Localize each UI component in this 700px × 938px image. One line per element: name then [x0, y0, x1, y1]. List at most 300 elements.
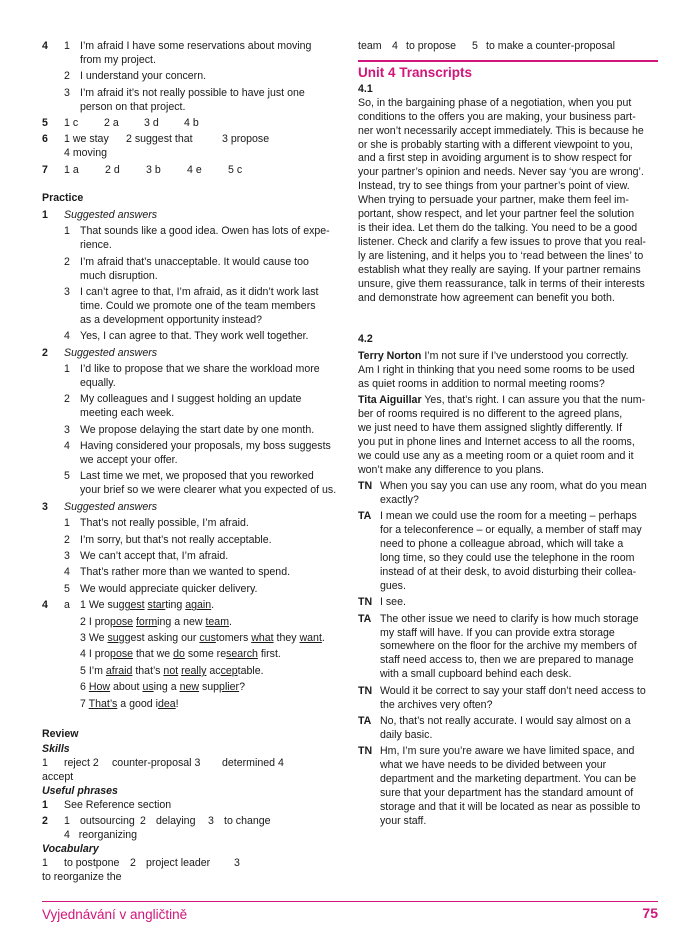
item-text — [80, 566, 338, 580]
list-item — [64, 583, 338, 597]
dialogue-turn — [358, 596, 658, 610]
text-line: won’t make any difference to you plans. — [358, 463, 544, 476]
text-line: listener. Check and clarify a few issues to prove that you real- — [358, 235, 646, 248]
spacer — [358, 305, 658, 332]
text-line: portant, show respect, and let your partner feel the solution — [358, 208, 635, 221]
text-line: Instead, try to see things from your partner’s point of view. — [358, 180, 630, 193]
text-line: person on that project. — [80, 100, 186, 113]
item-text — [80, 550, 338, 564]
text-segment: sup — [199, 681, 220, 694]
text-line: somewhere on the floor for the archive my members of — [380, 640, 637, 653]
list-item — [64, 393, 338, 421]
useful-1 — [42, 799, 338, 813]
sub-heading: Useful phrases — [42, 784, 118, 797]
speaker-name: Tita Aiguillar — [358, 394, 422, 407]
answer-cell: outsourcing — [80, 815, 135, 827]
text-line: conditions to the offers you are making, your business part- — [358, 110, 636, 123]
transcript-4-1 — [358, 97, 658, 306]
text-segment: ac — [206, 664, 221, 677]
text-line: I’d like to propose that we share the workload more — [80, 363, 320, 376]
text-line: time. Could we promote one of the team members — [80, 300, 316, 312]
list-item — [64, 225, 338, 253]
text-line: or she is probably starting with a different viewpoint to you, — [358, 138, 633, 151]
utterance — [380, 613, 658, 683]
item-number: 4 — [64, 440, 70, 453]
text-line: instead of at their desk, to avoid disturbing their collea- — [380, 565, 637, 578]
item-number: 1 — [64, 517, 70, 530]
answer-cell: 2 a — [104, 117, 119, 130]
list-item — [64, 566, 338, 580]
text-line: ber of rooms required is no different to the agreed plans, — [358, 407, 623, 420]
text-segment: 1 We sug — [80, 599, 125, 612]
text-line: as a development opportunity instead? — [80, 313, 262, 326]
item-number: 4 — [64, 330, 70, 343]
stressed-syllable: gest — [124, 599, 145, 612]
question-number: 3 — [42, 500, 48, 513]
footer-title: Vyjednávání v angličtině — [42, 907, 188, 922]
text-line: I’m afraid it’s not really possible to have just one — [80, 86, 305, 99]
text-line: your brief so we were clearer what you expected of us. — [80, 484, 337, 497]
dialogue-turn — [358, 510, 658, 593]
answer-text: See Reference section — [64, 798, 172, 811]
text-line: we just need to have them assigned slightly differently. If — [358, 421, 623, 434]
list-item — [64, 363, 338, 391]
text-line — [358, 350, 658, 364]
item-text — [80, 424, 338, 438]
text-line: the archives very often? — [380, 698, 493, 711]
text-segment: a good i — [117, 697, 158, 710]
item-text — [80, 70, 338, 84]
text-segment: that we — [133, 648, 174, 661]
question-number: 1 — [42, 209, 48, 222]
text-line: That sounds like a good idea. Owen has lots of expe- — [80, 225, 330, 238]
question-6 — [42, 133, 338, 147]
text-line: Am I right in thinking that you need some rooms to be used — [358, 363, 635, 376]
item-number: 5 — [64, 582, 70, 595]
text-line: I’m sorry, but that’s not really acceptable. — [80, 533, 272, 546]
stressed-syllable: dea — [157, 697, 176, 710]
text-line: Having considered your proposals, my boss suggests — [80, 440, 331, 453]
text-line: long time, so they could use the telephone in the room — [380, 552, 635, 564]
text-line: with a small cupboard behind each desk. — [380, 668, 572, 681]
stress-sentence — [80, 698, 338, 712]
text-segment: ? — [239, 681, 245, 694]
stress-sentence — [42, 599, 338, 613]
text-segment: ing a new — [157, 615, 206, 628]
item-text — [80, 583, 338, 597]
item-number: 2 — [64, 533, 70, 546]
text-segment: table. — [237, 664, 264, 677]
item-text — [80, 440, 338, 468]
text-segment: that’s — [132, 664, 164, 677]
dialogue-turn — [358, 480, 658, 508]
stressed-syllable: again — [185, 599, 212, 612]
question-number: 2 — [42, 346, 48, 359]
list-item — [64, 286, 338, 328]
text-segment: some re — [184, 648, 227, 661]
text-line: and a first step in avoiding argument is to show respect for — [358, 152, 632, 165]
stressed-syllable: sug — [107, 632, 125, 645]
stressed-syllable: plier — [219, 681, 240, 694]
list-item — [64, 440, 338, 468]
text-line: what we have needs to be divided between your — [380, 759, 607, 772]
answer-cell: 4 b — [184, 117, 199, 130]
answer-cells — [64, 117, 338, 131]
text-line: staff need access to, then we are prepared to manage — [380, 654, 634, 667]
answer-cell: to propose — [406, 40, 457, 52]
stressed-syllable: really — [181, 664, 207, 677]
text-line: your partner’s opinion and needs. Never say ‘you are wrong’. — [358, 166, 644, 179]
text-segment: tomers — [215, 632, 252, 645]
answer-cells — [64, 164, 338, 178]
stressed-syllable: star — [147, 599, 166, 612]
text-segment: ing a — [153, 681, 180, 694]
answer-cell: 3 b — [146, 163, 161, 176]
text-line: That’s rather more than we wanted to spend. — [80, 566, 291, 579]
text-line — [358, 394, 658, 408]
text-line: we accept your offer. — [80, 454, 178, 467]
sub-heading: Suggested answers — [64, 209, 158, 222]
text-line: We propose delaying the start date by one month. — [80, 423, 315, 436]
text-line: unsure, give them reassurance, talk in terms of their interests — [358, 277, 645, 290]
text-segment: . — [211, 599, 215, 612]
item-text — [80, 470, 338, 498]
utterance — [380, 510, 658, 593]
text-line: I’m afraid I have some reservations about moving — [80, 40, 312, 52]
footer-rule — [42, 901, 658, 902]
text-segment: 4 I pro — [80, 648, 111, 661]
text-line: rience. — [80, 239, 112, 252]
item-text — [80, 256, 338, 284]
text-line: No, that’s not really accurate. I would say almost on a — [380, 714, 631, 727]
stressed-syllable: new — [179, 681, 200, 694]
text-line: Yes, I can agree to that. They work well together. — [80, 330, 309, 343]
item-number: 2 — [64, 255, 70, 268]
utterance: I’m not sure if I’ve understood you correctly. — [421, 349, 629, 362]
text-line: I’m afraid that’s unacceptable. It would cause too — [80, 255, 309, 268]
list-item — [64, 87, 338, 115]
practice-item — [42, 209, 338, 223]
utterance — [380, 745, 658, 828]
answer-cell: 1 — [64, 815, 70, 827]
text-line: My colleagues and I suggest holding an update — [80, 393, 302, 406]
text-line: sure that your department has the standard amount of — [380, 787, 634, 799]
list-item — [64, 550, 338, 564]
item-number: 3 — [64, 86, 70, 99]
answer-cells — [64, 815, 338, 829]
dialogue-turn — [358, 685, 658, 713]
stress-sentence — [80, 616, 338, 630]
text-segment: first. — [257, 648, 281, 661]
answer-cell: 2 suggest that — [126, 133, 193, 146]
dialogue-turn — [358, 613, 658, 683]
sub-heading: Skills — [42, 742, 70, 755]
text-line: That’s not really possible, I’m afraid. — [80, 517, 249, 530]
practice-item — [42, 501, 338, 515]
text-line: your staff. — [380, 814, 427, 827]
text-line: We would appreciate quicker delivery. — [80, 582, 258, 595]
question-number: 2 — [42, 815, 48, 827]
text-line: I see. — [380, 596, 406, 609]
question-items — [64, 40, 338, 117]
answer-cell: accept — [42, 770, 74, 783]
stressed-syllable: pose — [110, 615, 134, 628]
item-text — [80, 517, 338, 531]
section-heading: Review — [42, 728, 79, 741]
answer-cells — [42, 857, 338, 885]
text-line: When trying to persuade your partner, make them feel im- — [358, 194, 629, 207]
stressed-syllable: cep — [220, 664, 238, 677]
stressed-syllable: us — [142, 681, 154, 694]
item-text — [80, 393, 338, 421]
text-line: need to phone a colleague abroad, which will take a — [380, 538, 624, 551]
text-segment: 2 I pro — [80, 615, 111, 628]
answer-cell: 3 d — [144, 117, 159, 130]
stressed-syllable: cus — [199, 632, 216, 645]
question-number: 6 — [42, 133, 48, 146]
text-line: Hm, I’m sure you’re aware we have limited space, and — [380, 745, 635, 758]
sub-heading: Suggested answers — [64, 346, 158, 359]
stressed-syllable: what — [251, 632, 274, 645]
text-line: from my project. — [80, 53, 156, 66]
text-line: my staff will have. If you can provide extra storage — [380, 626, 615, 639]
utterance — [380, 596, 658, 610]
item-letter: a — [64, 599, 70, 612]
list-item — [64, 517, 338, 531]
text-line: for a teleconference – or equally, a member of staff may — [380, 524, 642, 537]
question-4 — [42, 40, 338, 117]
text-segment: they — [273, 632, 300, 645]
text-segment: 7 — [80, 697, 89, 710]
sentence-text — [80, 616, 338, 630]
text-line: I understand your concern. — [80, 70, 207, 83]
text-line: department and the marketing department. You can be — [380, 773, 637, 786]
item-text — [80, 363, 338, 391]
sentence-text — [80, 665, 338, 679]
sentence-text — [80, 632, 338, 646]
stressed-syllable: form — [135, 615, 158, 628]
stressed-syllable: afraid — [105, 664, 133, 677]
text-line: exactly? — [380, 493, 419, 506]
list-item — [64, 534, 338, 548]
answer-cell: 1 c — [64, 117, 79, 130]
answer-cell: 4 — [392, 40, 398, 52]
item-text — [80, 87, 338, 115]
question-5 — [42, 117, 338, 131]
answer-cell: 1 — [42, 756, 48, 769]
unit-header — [358, 60, 658, 82]
text-segment: ! — [175, 697, 179, 710]
answer-cell: 2 — [130, 856, 136, 869]
list-item — [64, 70, 338, 84]
text-line: The other issue we need to clarify is how much storage — [380, 612, 639, 625]
speaker-initials: TA — [358, 612, 372, 625]
item-number: 1 — [64, 40, 70, 52]
answer-cell: counter-proposal 3 — [112, 756, 201, 769]
item-number: 3 — [64, 550, 70, 562]
item-number: 2 — [64, 393, 70, 406]
speaker-initials: TN — [358, 479, 373, 492]
answer-cell: 2 — [140, 815, 146, 827]
answer-continuation: 4 moving — [64, 147, 107, 160]
text-segment: about — [110, 681, 143, 694]
item-number: 3 — [64, 286, 70, 299]
stressed-syllable: do — [173, 648, 185, 661]
text-line: Last time we met, we proposed that you reworked — [80, 470, 314, 483]
text-segment: . — [229, 615, 232, 628]
text-line: ner won’t necessarily accept immediately. This is because he — [358, 124, 644, 137]
list-item — [64, 424, 338, 438]
speaker-name: Terry Norton — [358, 349, 422, 362]
text-line: is their idea. Let them do the talking. You need to be a good — [358, 221, 638, 234]
question-number: 4 — [42, 40, 48, 52]
right-column — [358, 40, 658, 831]
list-item — [64, 470, 338, 498]
stress-sentence — [80, 648, 338, 662]
answer-cells — [358, 40, 658, 54]
answer-continuation: 4 reorganizing — [64, 828, 138, 841]
list-item — [64, 40, 338, 68]
stressed-syllable: want — [299, 632, 322, 645]
answer-cell: 4 e — [187, 163, 202, 176]
text-line: We can’t accept that, I’m afraid. — [80, 550, 229, 562]
item-number: 1 — [64, 363, 70, 376]
sentence-text — [80, 681, 338, 695]
answer-cell: to change — [224, 815, 271, 827]
answer-cell: 5 — [472, 40, 478, 52]
text-line: daily basic. — [380, 728, 433, 741]
text-line: we could use any as a meeting room or a quiet room and it — [358, 449, 634, 462]
text-line: ly are listening, and it helps you to ‘read between the lines’ to — [358, 249, 644, 262]
item-number: 1 — [64, 225, 70, 238]
stressed-syllable: team — [205, 615, 230, 628]
item-text — [80, 286, 338, 328]
item-number: 4 — [64, 566, 70, 579]
question-number: 7 — [42, 163, 48, 176]
text-line: gues. — [380, 579, 406, 592]
speaker-initials: TN — [358, 745, 373, 758]
answer-cell: 2 d — [105, 163, 120, 176]
answer-cells — [42, 757, 338, 785]
answer-cell: delaying — [156, 815, 196, 827]
utterance — [380, 685, 658, 713]
question-number: 4 — [42, 599, 48, 612]
question-number: 1 — [42, 798, 48, 811]
text-segment: 3 We — [80, 632, 108, 645]
answer-cell: determined 4 — [222, 756, 284, 769]
sentence-text — [80, 648, 338, 662]
speaker-initials: TN — [358, 684, 373, 697]
item-number: 2 — [64, 70, 70, 83]
sentence-text — [80, 698, 338, 712]
answer-cell: to make a counter-proposal — [486, 40, 615, 52]
answer-cells — [64, 133, 338, 147]
page-number: 75 — [642, 905, 658, 921]
text-line: So, in the bargaining phase of a negotiation, when you put — [358, 96, 632, 109]
stress-sentence — [80, 632, 338, 646]
answer-cell: 3 propose — [222, 133, 270, 146]
item-number: 5 — [64, 470, 70, 483]
text-line: Would it be correct to say your staff don’t need access to — [380, 684, 646, 697]
skills-answers — [42, 757, 338, 785]
utterance — [380, 480, 658, 508]
sentence-text — [80, 599, 338, 613]
text-segment: gest asking our — [124, 632, 200, 645]
text-line: and demonstrate how agreement can benefit you both. — [358, 291, 615, 304]
answer-cell: 5 c — [228, 163, 243, 176]
speaker-initials: TN — [358, 596, 373, 609]
text-segment: . — [321, 632, 325, 645]
text-line: I mean we could use the room for a meeting – perhaps — [380, 510, 637, 523]
text-line: you put in phone lines and Internet access to all the rooms, — [358, 435, 635, 448]
answer-cell: 3 — [208, 815, 214, 827]
text-line: much disruption. — [80, 269, 158, 282]
stressed-syllable: not — [163, 664, 179, 677]
answer-cell: reject 2 — [64, 756, 99, 769]
item-text — [80, 534, 338, 548]
question-number: 5 — [42, 117, 48, 130]
speaker-terry — [358, 350, 658, 392]
stressed-syllable: pose — [110, 648, 134, 661]
unit-title: Unit 4 Transcripts — [358, 64, 473, 80]
stress-sentence — [80, 665, 338, 679]
answer-cell: team — [358, 40, 382, 52]
answer-cell: project leader — [146, 856, 211, 869]
sub-heading: Vocabulary — [42, 842, 99, 855]
stressed-syllable: How — [88, 681, 111, 694]
dialogue-turn — [358, 715, 658, 743]
dialogue-turn — [358, 745, 658, 828]
text-line: establish what they really are saying. If your partner remains — [358, 263, 641, 276]
answer-cell: 1 — [42, 856, 48, 869]
item-text — [80, 330, 338, 344]
speaker-initials: TA — [358, 510, 372, 523]
left-column — [42, 40, 338, 885]
continued-answers — [358, 40, 658, 54]
practice-item — [42, 347, 338, 361]
utterance: Yes, that’s right. I can assure you that the num- — [421, 394, 646, 407]
answer-cell: 1 we stay — [64, 133, 109, 146]
item-text — [80, 40, 338, 68]
item-text — [80, 225, 338, 253]
stress-sentence — [80, 681, 338, 695]
answer-cell: to postpone — [64, 856, 120, 869]
speaker-initials: TA — [358, 714, 372, 727]
useful-2 — [42, 815, 338, 829]
answer-cell: 3 — [234, 856, 240, 869]
section-heading: Practice — [42, 191, 84, 204]
text-segment: ting — [165, 599, 186, 612]
list-item — [64, 330, 338, 344]
text-segment: 6 — [80, 681, 89, 694]
text-line: equally. — [80, 377, 116, 390]
transcript-id: 4.2 — [358, 333, 373, 346]
vocabulary-answers — [42, 857, 338, 885]
text-line: as quiet rooms in addition to normal meeting rooms? — [358, 377, 605, 390]
text-segment: 5 I’m — [80, 664, 106, 677]
sub-heading: Suggested answers — [64, 500, 158, 513]
transcript-id: 4.1 — [358, 82, 373, 95]
spacer — [42, 712, 338, 715]
question-7 — [42, 164, 338, 178]
answer-cell: 1 a — [64, 163, 79, 176]
text-line: When you say you can use any room, what do you mean — [380, 479, 647, 492]
text-line: I can’t agree to that, I’m afraid, as it didn’t work last — [80, 286, 319, 299]
answer-cell: to reorganize the — [42, 870, 122, 883]
item-number: 3 — [64, 423, 70, 436]
stressed-syllable: search — [226, 648, 258, 661]
question-row — [42, 40, 338, 117]
